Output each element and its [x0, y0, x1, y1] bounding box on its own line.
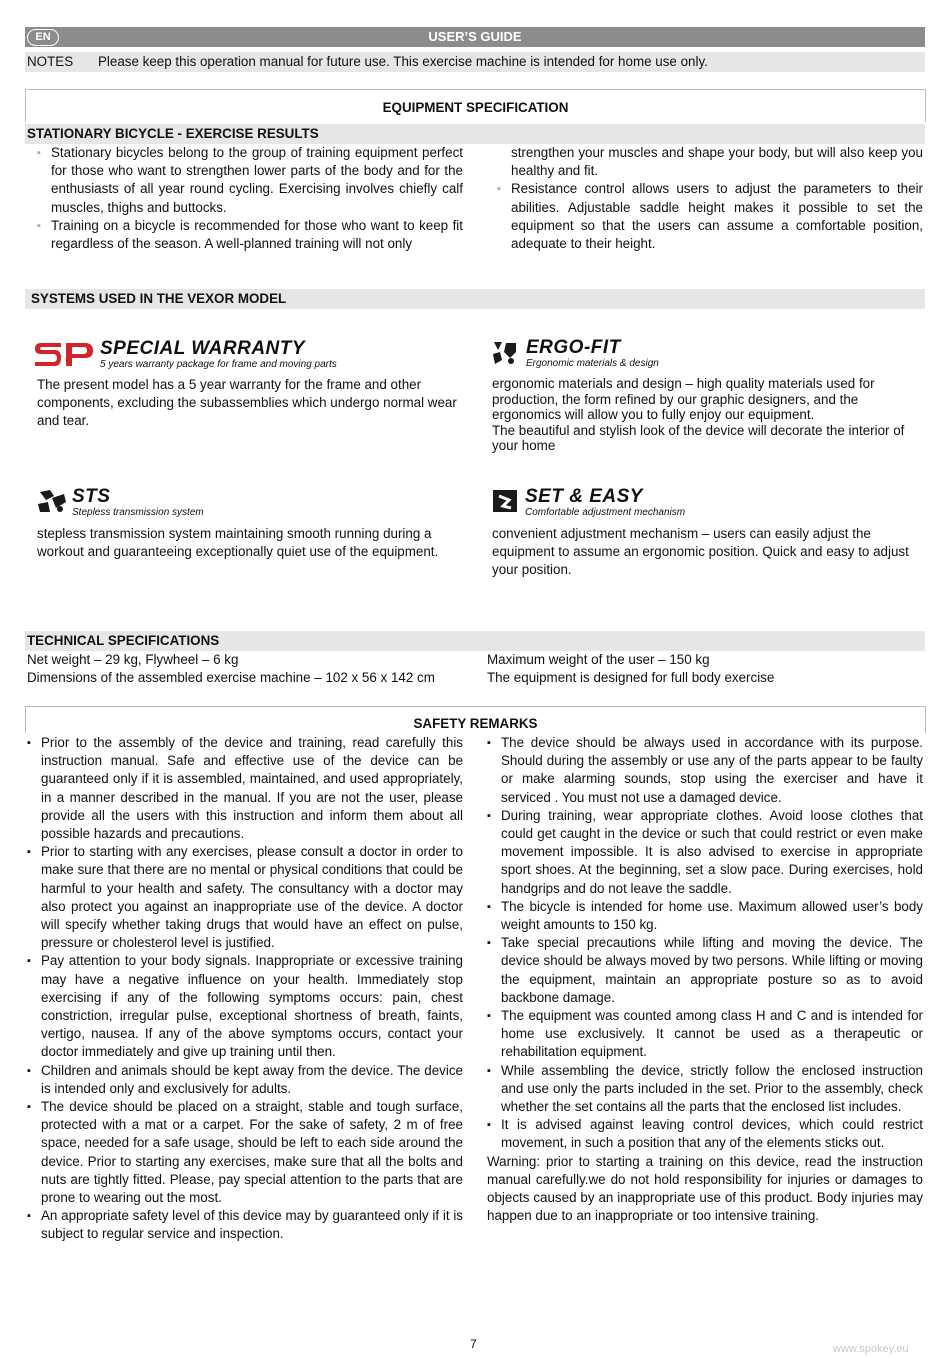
notes-bar: [25, 52, 925, 72]
list-item: ▪ Resistance control allows users to adjust the parameters to their abilities. Adjustable saddle height makes it possible to set the equipment so that the users can assume a comfortable position, adequate to their height.: [497, 180, 923, 253]
set-easy-brand: [525, 487, 685, 518]
technical-right: [487, 651, 917, 687]
set-easy-icon: [491, 488, 519, 514]
ergo-fit-text-2: The beautiful and stylish look of the device will decorate the interior of your home: [492, 422, 905, 453]
warning-text: Warning: prior to starting a training on this device, read the instruction manual carefully.we do not hold responsibility for injuries or damages to objects caused by an inappropriate use of this product. Body injuries may happen due to an inappropriate or too intensive training.: [487, 1153, 923, 1224]
list-item: ▪ While assembling the device, strictly follow the enclosed instruction and use only the parts included in the set. Prior to the assembly, check whether the set contains all the parts that the enclosed list includes.: [487, 1062, 923, 1117]
ergo-fit-text-1: ergonomic materials and design – high quality materials used for production, the form refined by our graphic designers, and the ergonomics will allow you to fully enjoy our equipment.: [492, 376, 875, 422]
list-item: ▪ Prior to starting with any exercises, please consult a doctor in order to make sure that there are no mental or physical conditions that could be harmful to your health and safety. The consultancy with a doctor may also protect you against an inappropriate use of the device. A doctor will specify whether taking drugs that would have an effect on pulse, pressure or cholesterol level is justified.: [27, 843, 463, 952]
set-easy-text: convenient adjustment mechanism – users can easily adjust the equipment to assume an ergonomic position. Quick and easy to adjust your position.: [492, 526, 909, 578]
safety-left: [27, 734, 463, 1244]
sts-title: STS: [72, 486, 111, 507]
ergo-fit-text: [492, 376, 917, 454]
list-item: ▪ Stationary bicycles belong to the group of training equipment perfect for those who want to strengthen lower parts of the body and for the enthusiasts of all year round cycling. Exercising involves chiefly calf muscles, thighs and buttocks.: [37, 144, 463, 217]
net-weight: Net weight – 29 kg, Flywheel – 6 kg: [27, 652, 239, 667]
safety-right: [487, 734, 923, 1225]
list-item: ▪ The device should be always used in accordance with its purpose. Should during the assembly or use any of the parts appear to be faulty or make alarming sounds, stop using the exerciser and have it serviced . You must not use a damaged device.: [487, 734, 923, 807]
language-badge: EN: [27, 29, 59, 46]
systems-section: [25, 289, 925, 309]
full-body-note: The equipment is designed for full body exercise: [487, 670, 775, 686]
ergo-fit-subtitle: Ergonomic materials & design: [526, 358, 659, 369]
exercise-results-left: [37, 144, 463, 253]
systems-title: SYSTEMS USED IN THE VEXOR MODEL: [31, 291, 287, 306]
website-link[interactable]: www.spokey.eu: [833, 1343, 909, 1355]
technical-title: TECHNICAL SPECIFICATIONS: [27, 633, 220, 648]
notes-text: Please keep this operation manual for future use. This exercise machine is intended for home use only.: [98, 54, 708, 69]
set-easy-subtitle: Comfortable adjustment mechanism: [525, 507, 686, 518]
special-warranty-title: SPECIAL WARRANTY: [100, 338, 306, 359]
list-item: ▪ Training on a bicycle is recommended for those who want to keep fit regardless of the season. A well-planned training will not only: [37, 217, 463, 253]
list-item: ▪ Children and animals should be kept away from the device. The device is intended only and exclusively for adults.: [27, 1062, 463, 1098]
technical-left: [27, 651, 482, 687]
special-warranty-icon: [33, 340, 95, 368]
list-item: ▪ An appropriate safety level of this device may by guaranteed only if it is subject to regular service and inspection.: [27, 1207, 463, 1243]
equipment-spec-heading: EQUIPMENT SPECIFICATION: [25, 89, 926, 122]
sts-text: stepless transmission system maintaining smooth running during a workout and guaranteeing exceptionally quiet use of the equipment.: [37, 526, 439, 560]
special-warranty-brand: [100, 339, 337, 370]
exercise-results-title: STATIONARY BICYCLE - EXERCISE RESULTS: [27, 126, 319, 141]
list-item: ▪ It is advised against leaving control devices, which could restrict movement, in such a position that any of the elements sticks out.: [487, 1116, 923, 1152]
sts-icon: [36, 488, 68, 514]
list-item: ▪ During training, wear appropriate clothes. Avoid loose clothes that could get caught in the device or such that could restrict or even make movement impossible. It is also advised to exercise in appropriate sport shoes. At the beginning, set a slow pace. During exercises, hold handgrips and do not leave the saddle.: [487, 807, 923, 898]
exercise-results-section: [25, 124, 925, 144]
ergo-fit-brand: [526, 338, 659, 369]
list-item: ▪ The equipment was counted among class H and C and is intended for home use exclusively. It cannot be used as a therapeutic or rehabilitation equipment.: [487, 1007, 923, 1062]
list-item: ▪ The device should be placed on a straight, stable and tough surface, protected with a mat or a carpet. For the sake of safety, 2 m of free space, needed for a safe usage, should be left to each side around the device. Prior to starting any exercises, make sure that all the bolts and nuts are tightly fitted. Please, pay special attention to the parts that are prone to wearing out the most.: [27, 1098, 463, 1207]
list-item: ▪ The bicycle is intended for home use. Maximum allowed user’s body weight amounts to 150 kg.: [487, 898, 923, 934]
set-easy-title: SET & EASY: [525, 486, 643, 507]
ergo-fit-icon: [490, 340, 520, 366]
technical-section: [25, 631, 925, 651]
continuation-text: strengthen your muscles and shape your body, but will also keep you healthy and fit.: [511, 145, 923, 179]
exercise-results-right: [497, 144, 923, 253]
ergo-fit-title: ERGO-FIT: [526, 337, 621, 358]
special-warranty-subtitle: 5 years warranty package for frame and moving parts: [100, 359, 337, 370]
list-item: ▪ Pay attention to your body signals. Inappropriate or excessive training may have a negative influence on your health. Immediately stop exercising if any of the following symptoms occurs: pain, chest constriction, irregular pulse, exceptional shortness of breath, faints, vertigo, nausea. If any of the above symptoms occurs, contact your doctor immediately and give up training until then.: [27, 952, 463, 1061]
safety-heading: SAFETY REMARKS: [25, 706, 926, 733]
guide-title: USER’S GUIDE: [428, 29, 522, 44]
list-item: ▪ Prior to the assembly of the device and training, read carefully this instruction manual. Safe and effective use of the device can be guaranteed only if it is assembled, maintained, and used appropriately, in a manner described in the manual. If you are not the user, please provide all the users with this instruction and inform them about all possible hazards and precautions.: [27, 734, 463, 843]
special-warranty-text: The present model has a 5 year warranty for the frame and other components, excluding the subassemblies which undergo normal wear and tear.: [37, 377, 457, 429]
list-item: ▪ Take special precautions while lifting and moving the device. The device should be always moved by two persons. While lifting or moving the equipment, maintain an appropriate posture so as to avoid backbone damage.: [487, 934, 923, 1007]
dimensions: Dimensions of the assembled exercise machine – 102 x 56 x 142 cm: [27, 670, 435, 686]
sts-subtitle: Stepless transmission system: [72, 507, 204, 518]
max-user-weight: Maximum weight of the user – 150 kg: [487, 652, 710, 667]
notes-label: NOTES: [27, 54, 74, 69]
sts-brand: [72, 487, 204, 518]
page-number: 7: [470, 1337, 477, 1351]
